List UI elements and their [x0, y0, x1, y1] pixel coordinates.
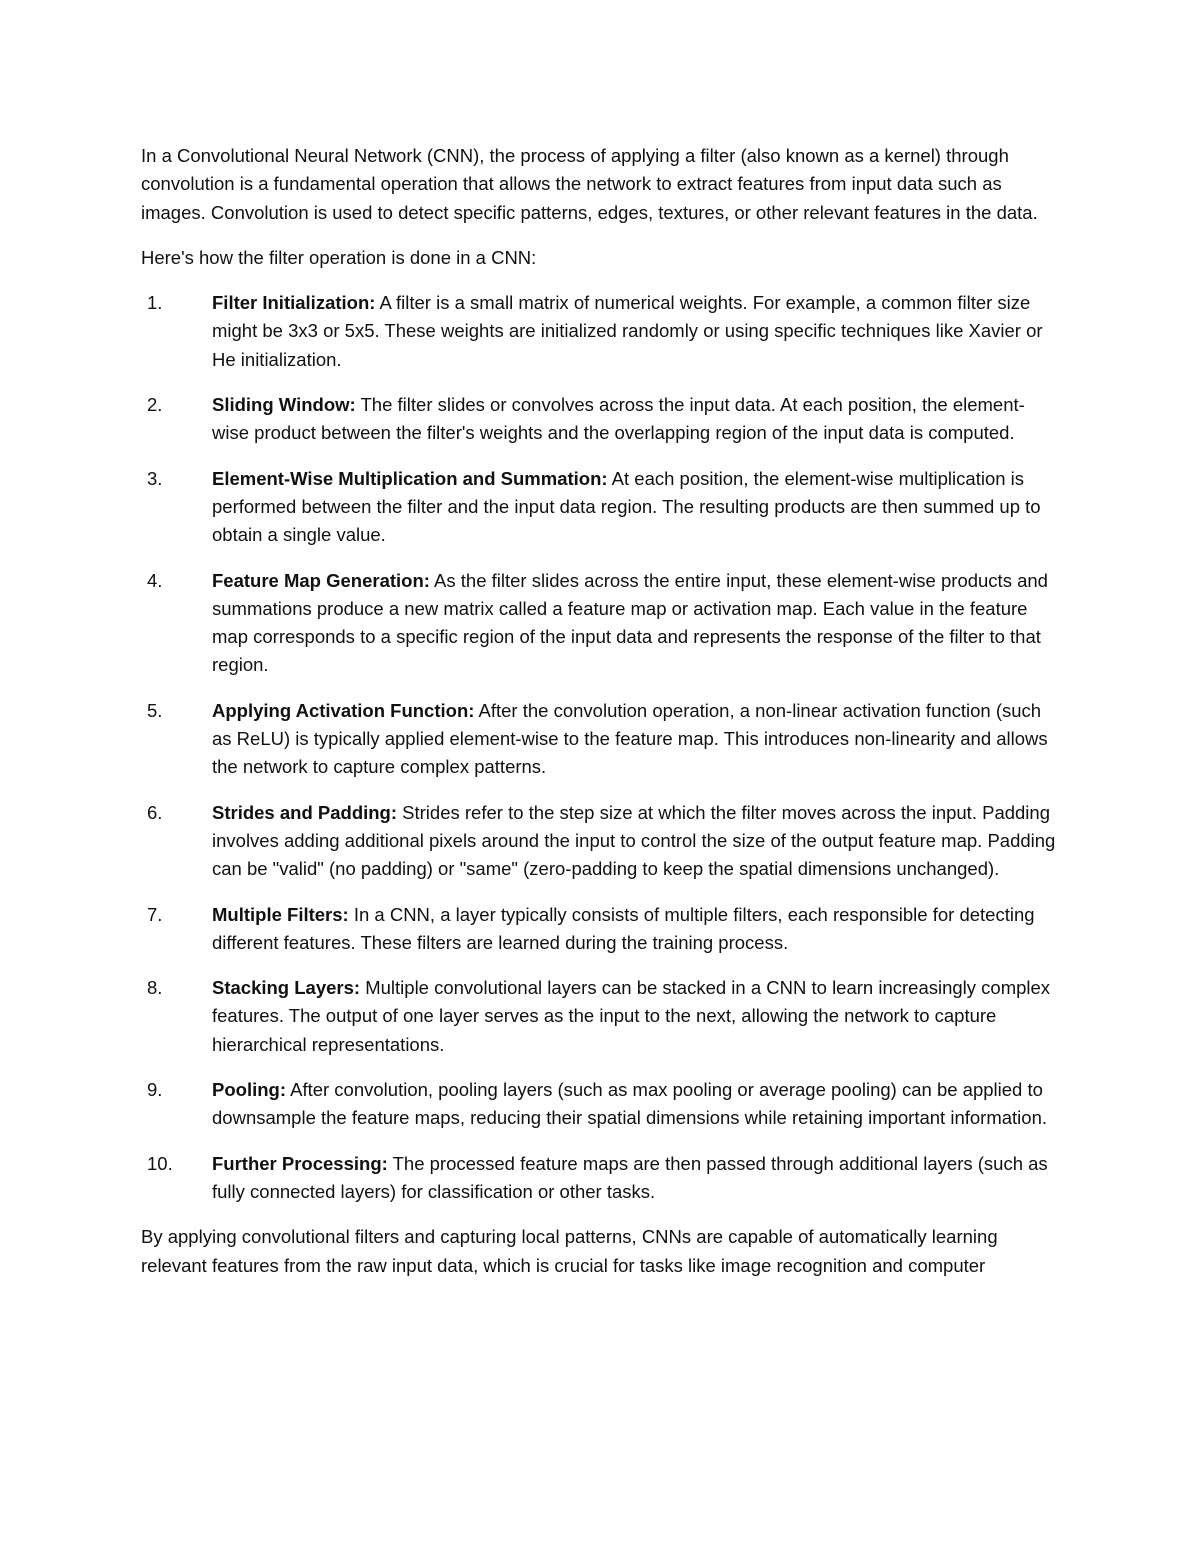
list-item-text: In a CNN, a layer typically consists of multiple filters, each responsible for detecting different features. These filters are learned during the training process.	[212, 903, 1035, 953]
list-item-number: 2.	[147, 394, 163, 416]
list-item-text: A filter is a small matrix of numerical weights. For example, a common filter size might be 3x3 or 5x5. These weights are initialized randomly or using specific techniques like Xavier or He initialization.	[212, 292, 1043, 370]
list-item-term: Further Processing:	[212, 1152, 388, 1174]
list-item-text: The filter slides or convolves across the input data. At each position, the element-wise product between the filter's weights and the overlapping region of the input data is computed.	[212, 394, 1025, 444]
list-item-number: 7.	[147, 903, 163, 925]
list-item-term: Multiple Filters:	[212, 903, 349, 925]
list-item	[141, 901, 1061, 958]
list-item	[141, 799, 1061, 884]
list-item-text: After convolution, pooling layers (such as max pooling or average pooling) can be applied to downsample the feature maps, reducing their spatial dimensions while retaining important information.	[212, 1079, 1047, 1129]
list-item-term: Sliding Window:	[212, 394, 356, 416]
list-item-text: As the filter slides across the entire input, these element-wise products and summations produce a new matrix called a feature map or activation map. Each value in the feature map corresponds to a specific region of the input data and represents the response of the filter to that region.	[212, 569, 1048, 676]
list-item-number: 1.	[147, 292, 163, 314]
list-item	[141, 1150, 1061, 1207]
list-item-text: Multiple convolutional layers can be stacked in a CNN to learn increasingly complex features. The output of one layer serves as the input to the next, allowing the network to capture hierarchical representations.	[212, 977, 1051, 1055]
list-item	[141, 465, 1061, 550]
list-item-number: 10.	[147, 1152, 173, 1174]
list-item-term: Filter Initialization:	[212, 292, 376, 314]
list-item	[141, 697, 1061, 782]
list-item-number: 3.	[147, 467, 163, 489]
list-item-term: Feature Map Generation:	[212, 569, 430, 591]
list-item-number: 5.	[147, 699, 163, 721]
list-item	[141, 391, 1061, 448]
list-lead-paragraph: Here's how the filter operation is done in a CNN:	[141, 246, 537, 268]
list-item-text: Strides refer to the step size at which the filter moves across the input. Padding involves adding additional pixels around the input to control the size of the output feature map. Padding can be "valid" (no padding) or "same" (zero-padding to keep the spatial dimensions unchanged).	[212, 801, 1056, 880]
list-item	[141, 289, 1061, 374]
list-item-term: Applying Activation Function:	[212, 699, 475, 721]
list-item	[141, 974, 1061, 1059]
list-item-term: Stacking Layers:	[212, 977, 361, 999]
list-item-term: Strides and Padding:	[212, 801, 398, 823]
list-item-term: Pooling:	[212, 1079, 286, 1101]
list-item-text: The processed feature maps are then passed through additional layers (such as fully connected layers) for classification or other tasks.	[212, 1152, 1048, 1202]
filter-steps-list	[141, 289, 1061, 1206]
list-item-number: 8.	[147, 977, 163, 999]
document-body	[141, 142, 1061, 1280]
closing-paragraph: By applying convolutional filters and capturing local patterns, CNNs are capable of automatically learning relevant features from the raw input data, which is crucial for tasks like image recognition and computer	[141, 1226, 998, 1276]
list-item-text: After the convolution operation, a non-linear activation function (such as ReLU) is typically applied element-wise to the feature map. This introduces non-linearity and allows the network to capture complex patterns.	[212, 699, 1048, 778]
list-item-text: At each position, the element-wise multiplication is performed between the filter and the input data region. The resulting products are then summed up to obtain a single value.	[212, 467, 1041, 546]
list-item-number: 6.	[147, 801, 163, 823]
list-item-number: 9.	[147, 1079, 163, 1101]
intro-paragraph: In a Convolutional Neural Network (CNN), the process of applying a filter (also known as a kernel) through convolution is a fundamental operation that allows the network to extract features from input data such as images. Convolution is used to detect specific patterns, edges, textures, or other relevant features in the data.	[141, 145, 1038, 223]
list-item-number: 4.	[147, 569, 163, 591]
list-item	[141, 567, 1061, 680]
list-item	[141, 1076, 1061, 1133]
list-item-term: Element-Wise Multiplication and Summation:	[212, 467, 608, 489]
